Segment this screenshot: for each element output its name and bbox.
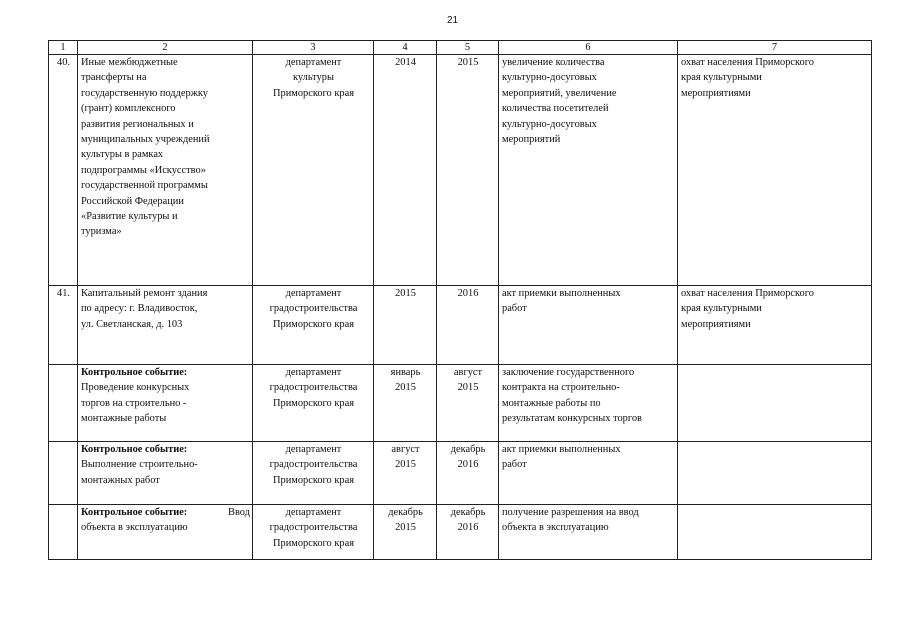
activity-title-line: развития региональных и [81,118,194,130]
activity-title-line: подпрограммы «Искусство» [81,164,206,176]
expected-result-line: работ [502,303,527,315]
column-number: 5 [437,41,499,55]
column-number: 4 [374,41,437,55]
activity-title-line: Ввод [228,507,250,518]
expected-result-line: монтажные работы по [502,397,601,409]
responsible-department-cell [253,365,374,442]
activity-title-line: Выполнение строительно- [81,459,198,471]
department-line: градостроительства [269,382,358,394]
responsible-department-cell [253,286,374,365]
expected-result-cell [499,442,678,505]
activity-title-line: «Развитие культуры и [81,211,178,223]
start-date-line: 2014 [395,57,416,68]
expected-result-line: количества посетителей [502,103,609,115]
indicator-line: мероприятиями [681,87,751,99]
activity-title-line: по адресу: г. Владивосток, [81,303,198,315]
end-date-cell [437,505,499,560]
activity-title-cell [78,505,253,560]
department-line: департамент [285,57,342,68]
expected-result-line: культурно-досуговых [502,118,597,130]
expected-result-line: контракта на строительно- [502,382,620,394]
row-number-cell [49,505,78,560]
activity-title-cell [78,286,253,365]
table-row [49,505,872,560]
end-date-cell [437,55,499,286]
table-row [49,365,872,442]
end-date-cell [437,286,499,365]
column-number: 2 [78,41,253,55]
indicator-line: охват населения Приморского [681,288,814,299]
start-date-cell [374,365,437,442]
expected-result-cell [499,286,678,365]
department-line: департамент [285,444,342,455]
start-date-line: 2015 [395,522,416,534]
department-line: департамент [285,288,342,299]
start-date-cell [374,505,437,560]
indicator-link-cell [678,365,872,442]
department-line: градостроительства [269,303,358,315]
expected-result-line: результатам конкурсных торгов [502,413,642,425]
end-date-line: август [453,367,483,378]
activity-title-line: туризма» [81,226,122,238]
program-events-table [48,40,872,560]
activity-title-line: трансферты на [81,72,147,84]
indicator-line: края культурными [681,303,762,315]
indicator-line: края культурными [681,72,762,84]
start-date-line: декабрь [388,507,423,518]
department-line: Приморского края [273,87,354,99]
activity-title-line: ул. Светланская, д. 103 [81,318,183,330]
table-row [49,442,872,505]
column-number-header-row [49,41,872,55]
start-date-line: январь [390,367,421,378]
activity-title-line: монтажные работы [81,413,167,425]
activity-title-line: Проведение конкурсных [81,382,190,394]
expected-result-line: заключение государственного [502,367,635,378]
start-date-cell [374,442,437,505]
expected-result-line: мероприятий, увеличение [502,87,617,99]
activity-title-line: государственной программы [81,180,208,192]
activity-title-line: Российской Федерации [81,195,184,207]
row-number: 41. [57,288,70,299]
responsible-department-cell [253,55,374,286]
indicator-link-cell [678,55,872,286]
activity-title-line: культуры в рамках [81,149,164,161]
responsible-department-cell [253,442,374,505]
expected-result-line: объекта в эксплуатацию [502,522,609,534]
activity-title-line: Иные межбюджетные [81,57,178,68]
department-line: культуры [293,72,334,84]
end-date-line: декабрь [450,507,486,518]
column-number: 7 [678,41,872,55]
expected-result-line: мероприятий [502,134,561,146]
activity-title-cell [78,442,253,505]
expected-result-cell [499,505,678,560]
control-event-label: Контрольное событие: [81,367,188,378]
start-date-line: 2015 [395,382,416,394]
expected-result-cell [499,55,678,286]
department-line: Приморского края [273,397,354,409]
department-line: градостроительства [269,459,358,471]
activity-title-line: Капитальный ремонт здания [81,288,208,299]
expected-result-line: культурно-досуговых [502,72,597,84]
row-number-cell [49,365,78,442]
activity-title-cell [78,365,253,442]
end-date-line: 2016 [457,459,479,471]
table-row [49,55,872,286]
indicator-line: охват населения Приморского [681,57,814,68]
activity-title-cell [78,55,253,286]
column-number: 3 [253,41,374,55]
end-date-line: декабрь [450,444,486,455]
department-line: Приморского края [273,537,354,549]
start-date-line: август [391,444,420,455]
activity-title-line: (грант) комплексного [81,103,176,115]
row-number-cell [49,286,78,365]
row-number: 40. [57,57,70,68]
activity-title-line: муниципальных учреждений [81,134,210,146]
expected-result-line: увеличение количества [502,57,605,68]
row-number-cell [49,55,78,286]
expected-result-line: акт приемки выполненных [502,444,621,455]
row-number-cell [49,442,78,505]
responsible-department-cell [253,505,374,560]
control-event-label: Контрольное событие: [81,507,188,518]
control-event-label: Контрольное событие: [81,444,188,455]
activity-title-line: объекта в эксплуатацию [81,522,188,534]
end-date-line: 2016 [457,288,479,299]
activity-title-line: торгов на строительно - [81,397,187,409]
column-number: 1 [49,41,78,55]
department-line: Приморского края [273,318,354,330]
indicator-link-cell [678,286,872,365]
department-line: градостроительства [269,522,358,534]
end-date-line: 2015 [457,57,479,68]
end-date-cell [437,365,499,442]
indicator-link-cell [678,442,872,505]
end-date-line: 2015 [457,382,479,394]
table-row [49,286,872,365]
expected-result-cell [499,365,678,442]
start-date-cell [374,55,437,286]
start-date-line: 2015 [395,288,416,299]
end-date-line: 2016 [457,522,479,534]
indicator-line: мероприятиями [681,318,751,330]
column-number: 6 [499,41,678,55]
department-line: Приморского края [273,474,354,486]
expected-result-line: получение разрешения на ввод [502,507,639,518]
department-line: департамент [285,367,342,378]
start-date-line: 2015 [395,459,416,471]
department-line: департамент [285,507,342,518]
indicator-link-cell [678,505,872,560]
activity-title-line: монтажных работ [81,474,160,486]
end-date-cell [437,442,499,505]
start-date-cell [374,286,437,365]
page-number: 21 [446,15,459,26]
expected-result-line: акт приемки выполненных [502,288,621,299]
expected-result-line: работ [502,459,527,471]
activity-title-line: государственную поддержку [81,87,208,99]
